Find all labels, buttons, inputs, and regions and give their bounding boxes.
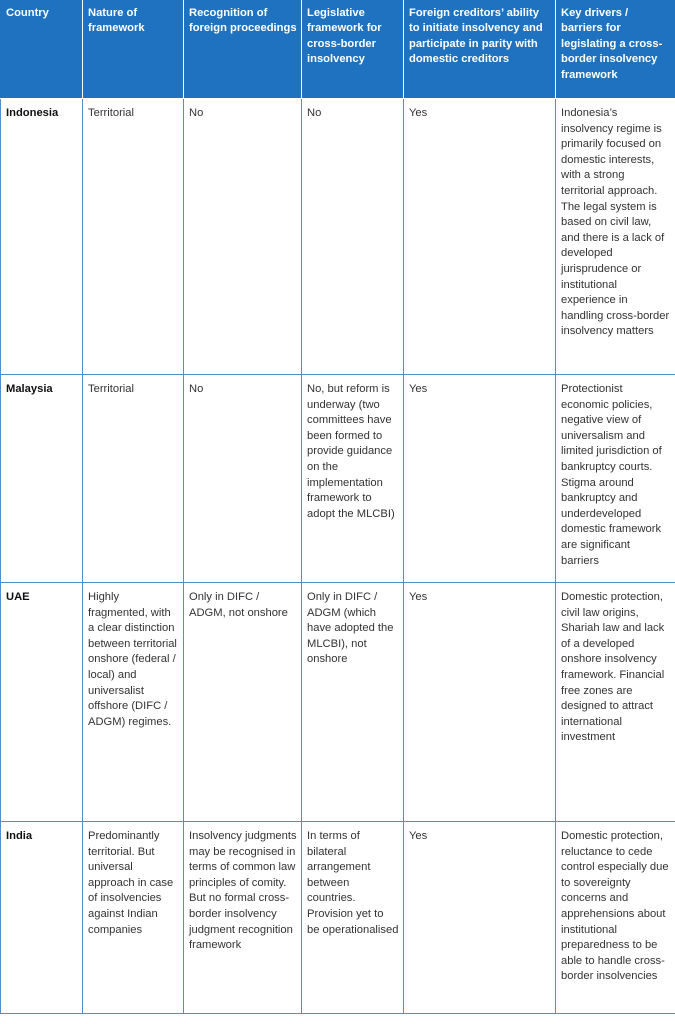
- cell-nature: Predominantly territorial. But universal approach in case of insolvencies against Indian companies: [83, 822, 184, 1014]
- header-legislative-framework: Legislative framework for cross-border insolvency: [302, 0, 404, 99]
- cell-recognition: No: [184, 375, 302, 583]
- header-recognition: Recognition of foreign proceedings: [184, 0, 302, 99]
- cell-creditors: Yes: [404, 822, 556, 1014]
- cell-recognition: Insolvency judgments may be recognised in terms of common law principles of comity. But no formal cross-border insolvency judgment recognition framework: [184, 822, 302, 1014]
- cell-legislative: No, but reform is underway (two committees have been formed to provide guidance on the implementation framework to adopt the MLCBI): [302, 375, 404, 583]
- table-row: [1, 822, 675, 1014]
- cell-recognition: No: [184, 99, 302, 375]
- cell-country: Indonesia: [1, 99, 83, 375]
- cell-country: India: [1, 822, 83, 1014]
- cell-creditors: Yes: [404, 375, 556, 583]
- cell-nature: Territorial: [83, 99, 184, 375]
- cell-drivers: Domestic protection, civil law origins, Shariah law and lack of a developed onshore insolvency framework. Financial free zones are designed to attract international investment: [556, 583, 675, 822]
- cell-drivers: Indonesia’s insolvency regime is primarily focused on domestic interests, with a strong territorial approach. The legal system is based on civil law, and there is a lack of developed jurisprudence or institutional experience in handling cross-border insolvency matters: [556, 99, 675, 375]
- header-country: Country: [1, 0, 83, 99]
- cell-drivers: Protectionist economic policies, negative view of universalism and limited jurisdiction of bankruptcy courts. Stigma around bankruptcy and underdeveloped domestic framework are significant barriers: [556, 375, 675, 583]
- cell-nature: Highly fragmented, with a clear distinction between territorial onshore (federal / local) and universalist offshore (DIFC / ADGM) regimes.: [83, 583, 184, 822]
- cell-creditors: Yes: [404, 583, 556, 822]
- cell-drivers: Domestic protection, reluctance to cede control especially due to sovereignty concerns and apprehensions about institutional preparedness to be able to handle cross-border insolvencies: [556, 822, 675, 1014]
- cell-country: UAE: [1, 583, 83, 822]
- header-row: [1, 0, 675, 99]
- header-key-drivers: Key drivers / barriers for legislating a cross-border insolvency framework: [556, 0, 675, 99]
- cell-legislative: No: [302, 99, 404, 375]
- cell-recognition: Only in DIFC / ADGM, not onshore: [184, 583, 302, 822]
- cell-legislative: Only in DIFC / ADGM (which have adopted the MLCBI), not onshore: [302, 583, 404, 822]
- cell-legislative: In terms of bilateral arrangement between countries. Provision yet to be operationalised: [302, 822, 404, 1014]
- cell-nature: Territorial: [83, 375, 184, 583]
- header-foreign-creditors: Foreign creditors’ ability to initiate insolvency and participate in parity with domestic creditors: [404, 0, 556, 99]
- table-row: [1, 99, 675, 375]
- table-row: [1, 375, 675, 583]
- table-row: [1, 583, 675, 822]
- cell-country: Malaysia: [1, 375, 83, 583]
- cell-creditors: Yes: [404, 99, 556, 375]
- header-nature-of-framework: Nature of framework: [83, 0, 184, 99]
